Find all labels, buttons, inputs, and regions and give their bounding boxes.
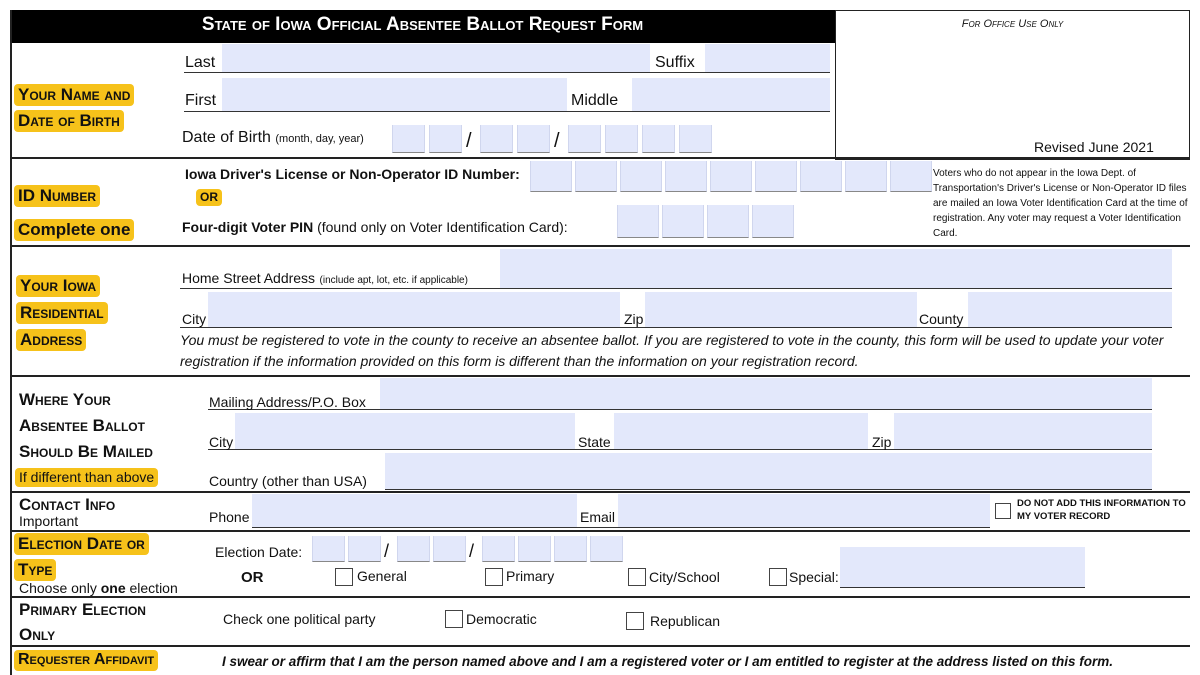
pin-label xyxy=(182,219,568,235)
pin-digit-3[interactable] xyxy=(707,205,749,238)
street-line xyxy=(180,288,1172,289)
zip-label: Zip xyxy=(624,311,644,327)
middle-name-input[interactable] xyxy=(632,78,830,111)
county-label: County xyxy=(919,311,964,327)
no-add-checkbox[interactable] xyxy=(995,503,1011,519)
divider-4 xyxy=(10,491,1190,493)
left-border xyxy=(10,10,12,675)
democratic-label: Democratic xyxy=(466,611,537,627)
residence-heading-line3: Address xyxy=(16,329,86,351)
mailing-city-label: City xyxy=(209,434,234,450)
county-input[interactable] xyxy=(968,292,1172,327)
party-label: Check one political party xyxy=(223,611,376,627)
suffix-input[interactable] xyxy=(705,44,830,72)
license-digit-6[interactable] xyxy=(755,161,797,192)
no-add-label: DO NOT ADD THIS INFORMATION TO MY VOTER RECORD xyxy=(1017,498,1186,522)
id-heading xyxy=(14,179,134,247)
license-digit-9[interactable] xyxy=(890,161,932,192)
city-line xyxy=(180,327,1172,328)
mailing-heading-line4: If different than above xyxy=(15,468,158,487)
city-school-label: City/School xyxy=(649,569,720,585)
first-name-line xyxy=(184,111,830,112)
dob-fields xyxy=(392,123,712,153)
republican-label: Republican xyxy=(650,613,721,629)
or-badge: OR xyxy=(196,189,222,206)
election-heading-line2: Type xyxy=(14,559,56,581)
election-heading xyxy=(14,531,149,583)
mailing-heading xyxy=(19,387,158,490)
id-heading-line1: ID Number xyxy=(14,185,100,207)
pin-digit-4[interactable] xyxy=(752,205,794,238)
dob-year-2[interactable] xyxy=(605,125,638,153)
primary-heading-line1: Primary Election xyxy=(19,600,146,619)
name-heading-line1: Your Name and xyxy=(14,84,134,106)
mailing-heading-line1: Where Your xyxy=(19,390,111,409)
id-heading-line2: Complete one xyxy=(14,219,134,241)
dob-label xyxy=(182,129,364,147)
mailing-heading-line2: Absentee Ballot xyxy=(19,416,145,435)
street-address-input[interactable] xyxy=(500,249,1172,288)
street-label xyxy=(182,270,468,288)
primary-checkbox[interactable] xyxy=(485,568,503,586)
divider-6 xyxy=(10,596,1190,598)
pin-fields xyxy=(617,205,794,238)
election-month-1[interactable] xyxy=(312,536,345,562)
name-heading-line2: Date of Birth xyxy=(14,110,124,132)
license-digit-2[interactable] xyxy=(575,161,617,192)
country-input[interactable] xyxy=(385,453,1152,489)
election-sub xyxy=(19,580,178,596)
primary-label: Primary xyxy=(506,568,555,584)
pin-label-bold: Four-digit Voter PIN xyxy=(182,219,314,235)
license-digit-3[interactable] xyxy=(620,161,662,192)
phone-input[interactable] xyxy=(252,494,577,527)
election-year-3[interactable] xyxy=(554,536,587,562)
primary-heading-line2: Only xyxy=(19,625,56,644)
special-label: Special: xyxy=(789,569,839,585)
general-label: General xyxy=(357,568,407,584)
last-label: Last xyxy=(185,54,216,71)
divider-3 xyxy=(10,375,1190,377)
revised-date: Revised June 2021 xyxy=(1034,139,1154,155)
mailing-city-input[interactable] xyxy=(235,413,575,449)
pin-label-rest: (found only on Voter Identification Card): xyxy=(317,219,568,235)
mailing-heading-line3: Should Be Mailed xyxy=(19,442,153,461)
dob-text: Date of Birth xyxy=(182,129,271,146)
dob-slash-1: / xyxy=(466,130,472,152)
contact-line xyxy=(252,527,990,528)
residence-note: You must be registered to vote in the county to receive an absentee ballot. If you are registered to vote in the county, this form will be used to update your voter registration if the information provided on this form is different than the information on your registration record. xyxy=(180,332,1164,369)
election-sub-bold: one xyxy=(100,580,126,596)
mailing-zip-label: Zip xyxy=(872,434,892,450)
office-use-box xyxy=(835,10,1190,160)
pin-digit-2[interactable] xyxy=(662,205,704,238)
city-input[interactable] xyxy=(208,292,620,327)
election-or: OR xyxy=(241,569,264,586)
name-heading xyxy=(14,82,134,134)
zip-input[interactable] xyxy=(645,292,917,327)
office-use-label: For Office Use Only xyxy=(961,18,1064,30)
republican-checkbox[interactable] xyxy=(626,612,644,630)
country-line xyxy=(385,489,1152,490)
election-slash-1: / xyxy=(384,541,390,561)
dob-slash-2: / xyxy=(554,130,560,152)
election-month-2[interactable] xyxy=(348,536,381,562)
mailing-address-label: Mailing Address/P.O. Box xyxy=(209,394,366,410)
dob-month-1[interactable] xyxy=(392,125,425,153)
election-year-4[interactable] xyxy=(590,536,623,562)
first-name-input[interactable] xyxy=(222,78,567,111)
divider-2 xyxy=(10,245,1190,247)
mailing-state-input[interactable] xyxy=(614,413,868,449)
election-sub-pre: Choose only xyxy=(19,580,101,596)
middle-label: Middle xyxy=(571,92,619,109)
contact-sub: Important xyxy=(19,513,79,529)
mailing-address-input[interactable] xyxy=(380,378,1152,409)
license-digit-4[interactable] xyxy=(665,161,707,192)
id-note: Voters who do not appear in the Iowa Dept. of Transportation's Driver's License or Non-Operator ID files are mailed an Iowa Voter Identification Card at the time of registration. Any voter may request a Voter Identification Card. xyxy=(933,168,1188,239)
city-school-checkbox[interactable] xyxy=(628,568,646,586)
special-election-input[interactable] xyxy=(840,547,1085,587)
election-day-2[interactable] xyxy=(433,536,466,562)
mailing-zip-input[interactable] xyxy=(894,413,1152,449)
email-label: Email xyxy=(580,509,616,525)
residence-heading-line2: Residential xyxy=(16,302,108,324)
license-label: Iowa Driver's License or Non-Operator ID Number: xyxy=(185,166,520,182)
divider-1 xyxy=(10,157,1190,159)
license-digit-8[interactable] xyxy=(845,161,887,192)
street-hint: (include apt, lot, etc. if applicable) xyxy=(319,275,468,286)
election-sub-post: election xyxy=(125,580,178,596)
divider-7 xyxy=(10,645,1190,647)
residence-heading-line1: Your Iowa xyxy=(16,275,100,297)
last-name-line xyxy=(184,72,830,73)
license-digit-7[interactable] xyxy=(800,161,842,192)
email-input[interactable] xyxy=(618,494,990,527)
affidavit-text: I swear or affirm that I am the person named above and I am a registered voter or I am entitled to register at the address listed on this form. xyxy=(222,654,1113,669)
election-slash-2: / xyxy=(469,541,475,561)
election-year-2[interactable] xyxy=(518,536,551,562)
dob-day-1[interactable] xyxy=(480,125,513,153)
general-checkbox[interactable] xyxy=(335,568,353,586)
mailing-city-line xyxy=(208,449,1152,450)
divider-5 xyxy=(10,530,1190,532)
special-checkbox[interactable] xyxy=(769,568,787,586)
election-day-1[interactable] xyxy=(397,536,430,562)
form-title: State of Iowa Official Absentee Ballot Request Form xyxy=(201,14,644,35)
first-label: First xyxy=(185,92,217,109)
city-label: City xyxy=(182,311,207,327)
dob-year-3[interactable] xyxy=(642,125,675,153)
dob-day-2[interactable] xyxy=(517,125,550,153)
contact-heading: Contact Info xyxy=(19,495,116,514)
special-line xyxy=(840,587,1085,588)
election-date-label: Election Date: xyxy=(215,544,303,560)
dob-month-2[interactable] xyxy=(429,125,462,153)
election-date-fields xyxy=(312,534,623,562)
mailing-state-label: State xyxy=(578,434,611,450)
dob-hint: (month, day, year) xyxy=(275,133,364,145)
license-digit-1[interactable] xyxy=(530,161,572,192)
primary-heading xyxy=(19,598,146,648)
country-label: Country (other than USA) xyxy=(209,473,367,489)
last-name-input[interactable] xyxy=(222,44,650,72)
license-fields xyxy=(530,161,932,192)
phone-label: Phone xyxy=(209,509,250,525)
election-year-1[interactable] xyxy=(482,536,515,562)
democratic-checkbox[interactable] xyxy=(445,610,463,628)
pin-digit-1[interactable] xyxy=(617,205,659,238)
dob-year-4[interactable] xyxy=(679,125,712,153)
suffix-label: Suffix xyxy=(655,54,695,71)
street-text: Home Street Address xyxy=(182,270,316,286)
election-heading-line1: Election Date or xyxy=(14,533,149,555)
affidavit-heading: Requester Affidavit xyxy=(14,650,158,671)
license-digit-5[interactable] xyxy=(710,161,752,192)
residence-heading xyxy=(16,273,108,354)
dob-year-1[interactable] xyxy=(568,125,601,153)
